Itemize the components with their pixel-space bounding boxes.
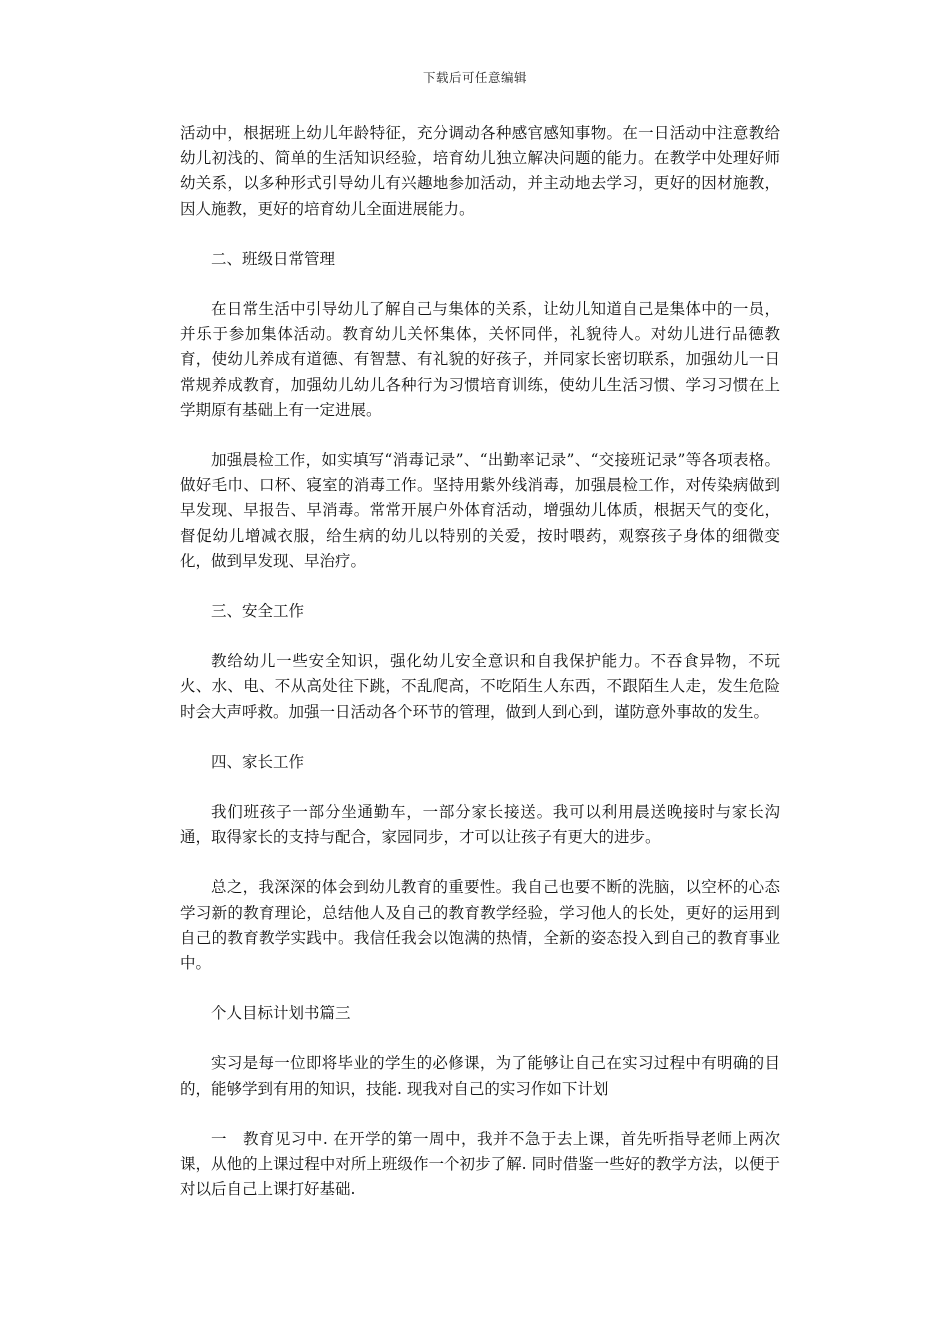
- paragraph-safety: 教给幼儿一些安全知识，强化幼儿安全意识和自我保护能力。不吞食异物，不玩火、水、电、不从高处往下跳，不乱爬高，不吃陌生人东西，不跟陌生人走，发生危险时会大声呼救。加强一日活动各个环节的管理，做到人到心到，谨防意外事故的发生。: [180, 652, 780, 721]
- paragraph-summary: 总之，我深深的体会到幼儿教育的重要性。我自己也要不断的洗脑，以空杯的心态学习新的教育理论，总结他人及自己的教育教学经验，学习他人的长处，更好的运用到自己的教育教学实践中。我信任我会以饱满的热情，全新的姿态投入到自己的教育事业中。: [180, 878, 780, 973]
- paragraph-observation: 一 教育见习中. 在开学的第一周中，我并不急于去上课，首先听指导老师上两次课，从他的上课过程中对所上班级作一个初步了解. 同时借鉴一些好的教学方法，以便于对以后自己上课打好基础.: [180, 1129, 780, 1199]
- paragraph-activities: 活动中，根据班上幼儿年龄特征，充分调动各种感官感知事物。在一日活动中注意教给幼儿初浅的、简单的生活知识经验，培育幼儿独立解决问题的能力。在教学中处理好师幼关系，以多种形式引导幼儿有兴趣地参加活动，并主动地去学习，更好的因材施教，因人施教，更好的培育幼儿全面进展能力。: [180, 124, 780, 218]
- section-heading-part-three: 个人目标计划书篇三: [211, 1004, 351, 1023]
- paragraph-morning-check: 加强晨检工作，如实填写“消毒记录”、“出勤率记录”、“交接班记录”等各项表格。做好毛巾、口杯、寝室的消毒工作。坚持用紫外线消毒，加强晨检工作，对传染病做到早发现、早报告、早消毒。常常开展户外体育活动，增强幼儿体质，根据天气的变化，督促幼儿增减衣服，给生病的幼儿以特别的关爱，按时喂药，观察孩子身体的细微变化，做到早发现、早治疗。: [180, 451, 781, 570]
- section-heading-safety: 三、安全工作: [211, 602, 305, 621]
- paragraph-daily-life: 在日常生活中引导幼儿了解自己与集体的关系，让幼儿知道自己是集体中的一员，并乐于参加集体活动。教育幼儿关怀集体，关怀同伴，礼貌待人。对幼儿进行品德教育，使幼儿养成有道德、有智慧、有礼貌的好孩子，并同家长密切联系，加强幼儿一日常规养成教育，加强幼儿幼儿各种行为习惯培育训练，使幼儿生活习惯、学习习惯在上学期原有基础上有一定进展。: [180, 300, 780, 419]
- page-header: 下载后可任意编辑: [422, 70, 527, 85]
- document-body: [180, 121, 780, 1228]
- section-heading-class-management: 二、班级日常管理: [211, 249, 336, 268]
- paragraph-parents: 我们班孩子一部分坐通勤车，一部分家长接送。我可以利用晨送晚接时与家长沟通，取得家长的支持与配合，家园同步，才可以让孩子有更大的进步。: [180, 803, 780, 847]
- paragraph-internship: 实习是每一位即将毕业的学生的必修课，为了能够让自己在实习过程中有明确的目的，能够学到有用的知识，技能. 现我对自己的实习作如下计划: [180, 1054, 780, 1098]
- section-heading-parents: 四、家长工作: [211, 752, 305, 771]
